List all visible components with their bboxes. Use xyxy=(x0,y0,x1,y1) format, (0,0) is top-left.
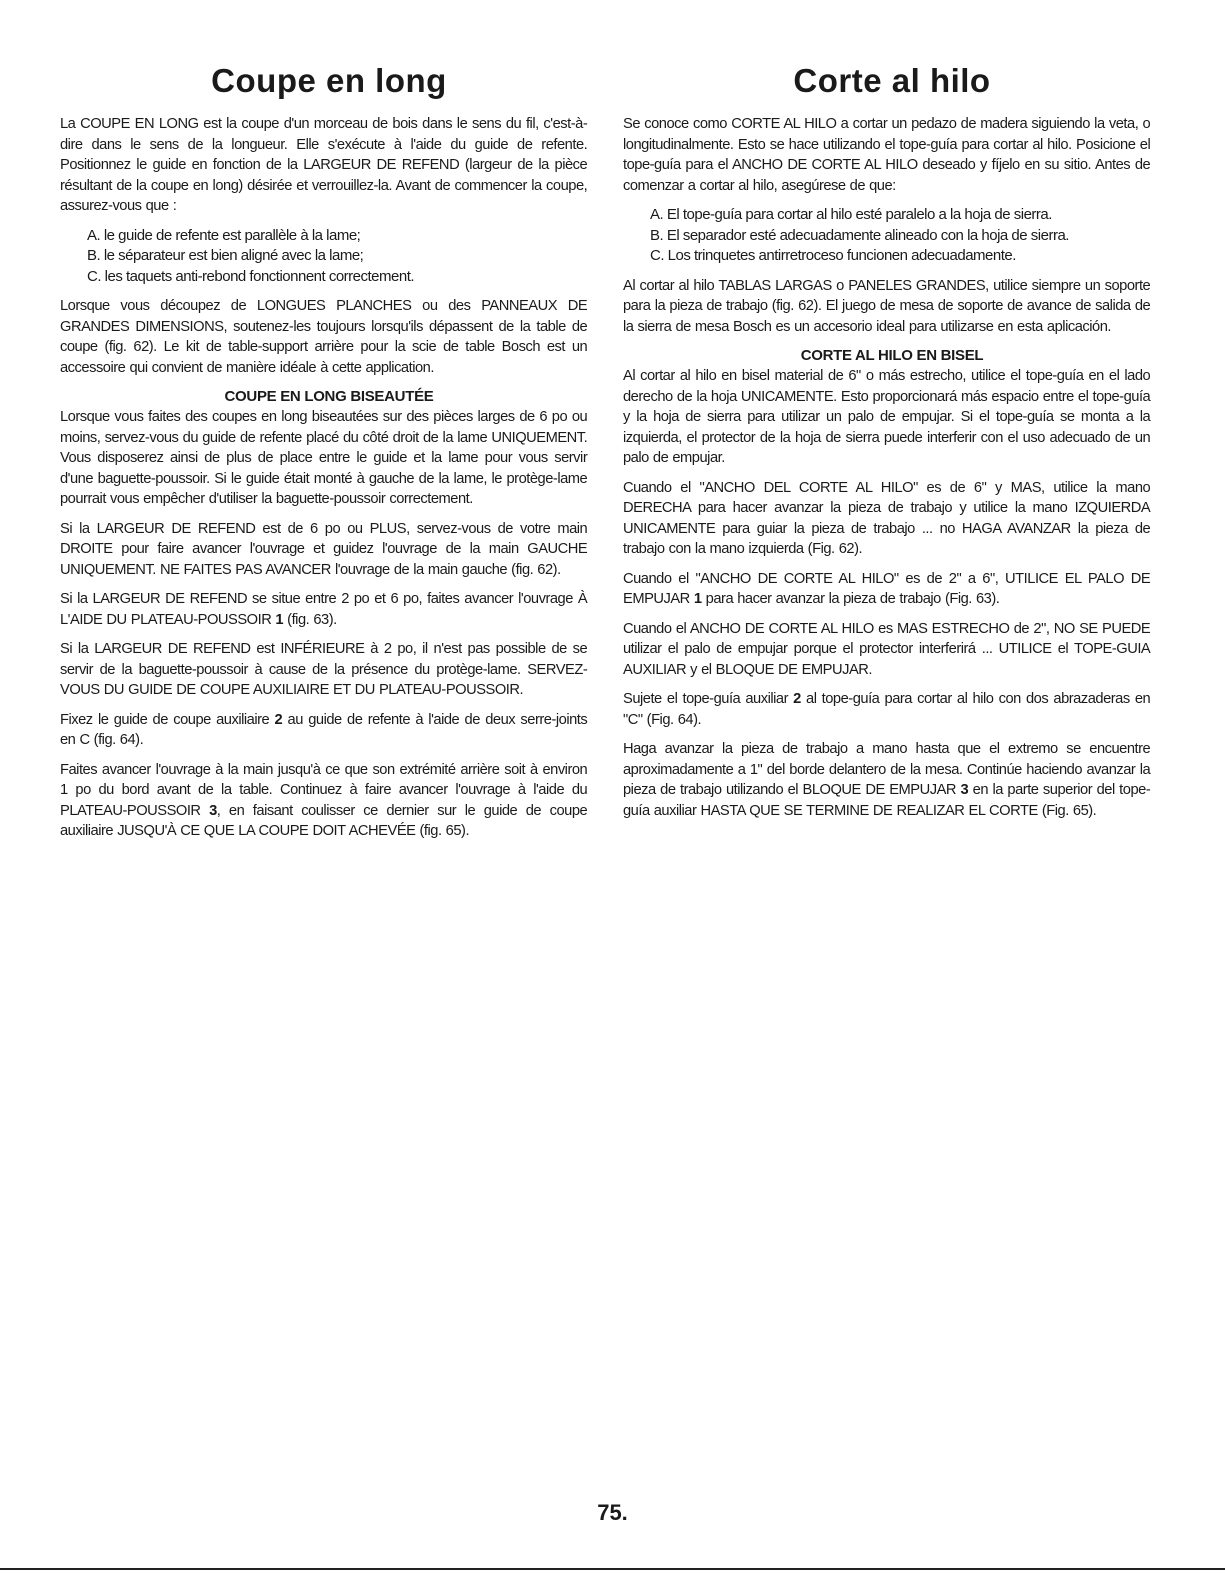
french-checklist xyxy=(60,226,598,288)
spanish-intro-paragraph: Se conoce como CORTE AL HILO a cortar un pedazo de madera siguiendo la veta, o longitudinalmente. Esto se hace utilizando el tope-guía para cortar al hilo. Posicione el tope-guía para el ANCHO DE CORTE AL HILO deseado y fíjelo en su sitio. Antes de comenzar a cortar al hilo, asegúrese de que: xyxy=(623,115,1151,194)
french-checklist-item-b: B. le séparateur est bien aligné avec la lame; xyxy=(87,247,364,264)
bottom-divider xyxy=(0,1568,1225,1570)
spanish-column xyxy=(623,62,1161,830)
spanish-feed-paragraph xyxy=(623,739,1150,821)
spanish-checklist-item-c: C. Los trinquetes antirretroceso funcionen adecuadamente. xyxy=(650,247,1016,264)
text-span: para hacer avanzar la pieza de trabajo (Fig. 63). xyxy=(701,590,1000,607)
french-feed-paragraph xyxy=(60,760,587,842)
text-span: Faites avancer l'ouvrage à la main jusqu'à ce que son extrémité arrière soit à environ 1 po du bord avant de la table. Continuez à faire avancer l'ouvrage à l'aide du PLATEAU-POUSSOIR xyxy=(60,760,588,819)
page-number: 75. xyxy=(597,1500,628,1525)
callout-number: 3 xyxy=(960,781,969,798)
spanish-bevel-subheading: CORTE AL HILO EN BISEL xyxy=(800,347,984,364)
spanish-section-title: Corte al hilo xyxy=(793,62,991,99)
french-bevel-paragraph: Lorsque vous faites des coupes en long biseautées sur des pièces larges de 6 po ou moins, servez-vous du guide de refente placé du côté droit de la lame UNIQUEMENT. Vous disposerez ainsi de plus de place entre le guide et la lame pour vous servir d'une baguette-poussoir. Si le guide était monté à gauche de la lame, le protège-lame pourrait vous empêcher d'utiliser la baguette-poussoir correctement. xyxy=(60,408,588,507)
callout-number: 2 xyxy=(793,690,801,707)
spanish-bevel-paragraph: Al cortar al hilo en bisel material de 6" o más estrecho, utilice el tope-guía en el lado derecho de la hoja UNICAMENTE. Esto proporcionará más espacio entre el tope-guía y la hoja de sierra para utilizar un palo de empujar. Si el tope-guía se monta a la izquierda, el protector de la hoja de sierra puede interferir con el uso adecuado de un palo de empujar. xyxy=(623,367,1151,466)
french-column xyxy=(60,62,598,851)
text-span: , en faisant coulisser ce dernier sur le guide de coupe auxiliaire JUSQU'À CE QUE LA COUPE DOIT ACHEVÉE (fig. 65). xyxy=(60,801,588,839)
text-span: Sujete el tope-guía auxiliar xyxy=(623,690,794,707)
text-span: (fig. 63). xyxy=(283,610,337,628)
french-long-boards-paragraph: Lorsque vous découpez de LONGUES PLANCHES ou des PANNEAUX DE GRANDES DIMENSIONS, soutenez-les toujours lorsqu'ils dépassent de la table de coupe (fig. 62). Le kit de table-support arrière pour la scie de table Bosch est un accessoire qui convient de manière idéale à cette application. xyxy=(60,297,588,376)
french-checklist-item-a: A. le guide de refente est parallèle à la lame; xyxy=(87,226,361,244)
text-span: al tope-guía para cortar al hilo con dos abrazaderas en "C" (Fig. 64). xyxy=(623,690,1151,728)
spanish-checklist-item-b: B. El separador esté adecuadamente alineado con la hoja de sierra. xyxy=(650,226,1069,244)
french-wide-rip-paragraph: Si la LARGEUR DE REFEND est de 6 po ou PLUS, servez-vous de votre main DROITE pour faire avancer l'ouvrage et guidez l'ouvrage de la main GAUCHE UNIQUEMENT. NE FAITES PAS AVANCER l'ouvrage de la main gauche (fig. 62). xyxy=(60,519,588,578)
text-span: Fixez le guide de coupe auxiliaire xyxy=(60,710,275,728)
french-intro-paragraph: La COUPE EN LONG est la coupe d'un morceau de bois dans le sens du fil, c'est-à-dire dans le sens de la longueur. Elle s'exécute à l'aide du guide de refente. Positionnez le guide en fonction de la LARGEUR DE REFEND (largeur de la pièce résultant de la coupe en long) désirée et verrouillez-la. Avant de commencer la coupe, assurez-vous que : xyxy=(60,115,588,214)
french-checklist-item-c: C. les taquets anti-rebond fonctionnent correctement. xyxy=(87,267,415,285)
spanish-narrow-rip-paragraph: Cuando el ANCHO DE CORTE AL HILO es MAS ESTRECHO de 2", NO SE PUEDE utilizar el palo de empujar porque el protector interferirá ... UTILICE el TOPE-GUIA AUXILIAR y el BLOQUE DE EMPUJAR. xyxy=(623,619,1151,678)
spanish-long-boards-paragraph: Al cortar al hilo TABLAS LARGAS o PANELES GRANDES, utilice siempre un soporte para la pieza de trabajo (fig. 62). El juego de mesa de soporte de avance de salida de la sierra de mesa Bosch es un accesorio ideal para utilizarse en esta aplicación. xyxy=(623,276,1151,335)
callout-number: 1 xyxy=(275,610,284,628)
french-section-title: Coupe en long xyxy=(211,62,447,99)
callout-number: 3 xyxy=(209,801,217,819)
french-narrow-rip-paragraph: Si la LARGEUR DE REFEND est INFÉRIEURE à 2 po, il n'est pas possible de se servir de la baguette-poussoir à cause de la présence du protège-lame. SERVEZ-VOUS DU GUIDE DE COUPE AUXILIAIRE ET DU PLATEAU-POUSSOIR. xyxy=(60,640,588,698)
text-span: au guide de refente à l'aide de deux serre-joints en C (fig. 64). xyxy=(60,710,588,748)
french-bevel-subheading: COUPE EN LONG BISEAUTÉE xyxy=(224,388,434,405)
text-span: Haga avanzar la pieza de trabajo a mano hasta que el extremo se encuentre aproximadamente a 1" del borde delantero de la mesa. Continúe haciendo avanzar la pieza de trabajo utilizando el BLOQUE DE EMPUJAR xyxy=(623,740,1151,798)
text-span: en la parte superior del tope-guía auxiliar HASTA QUE SE TERMINE DE REALIZAR EL CORTE (Fig. 65). xyxy=(623,781,1151,819)
callout-number: 2 xyxy=(274,710,283,728)
french-aux-fence-paragraph xyxy=(60,710,587,751)
spanish-aux-fence-paragraph xyxy=(623,689,1150,730)
french-medium-rip-paragraph xyxy=(60,589,587,630)
text-span: Si la LARGEUR DE REFEND se situe entre 2 po et 6 po, faites avancer l'ouvrage À L'AIDE DU PLATEAU-POUSSOIR xyxy=(60,590,588,628)
text-span: Cuando el "ANCHO DE CORTE AL HILO" es de 2" a 6", UTILICE EL PALO DE EMPUJAR xyxy=(623,569,1151,607)
spanish-checklist xyxy=(623,205,1161,267)
spanish-medium-rip-paragraph xyxy=(623,569,1150,610)
spanish-wide-rip-paragraph: Cuando el "ANCHO DEL CORTE AL HILO" es de 6" y MAS, utilice la mano DERECHA para hacer avanzar la pieza de trabajo y utilice la mano IZQUIERDA UNICAMENTE para guiar la pieza de trabajo ... no HAGA AVANZAR la pieza de trabajo con la mano izquierda (Fig. 62). xyxy=(623,478,1151,557)
callout-number: 1 xyxy=(693,590,702,607)
spanish-checklist-item-a: A. El tope-guía para cortar al hilo esté paralelo a la hoja de sierra. xyxy=(650,206,1052,223)
